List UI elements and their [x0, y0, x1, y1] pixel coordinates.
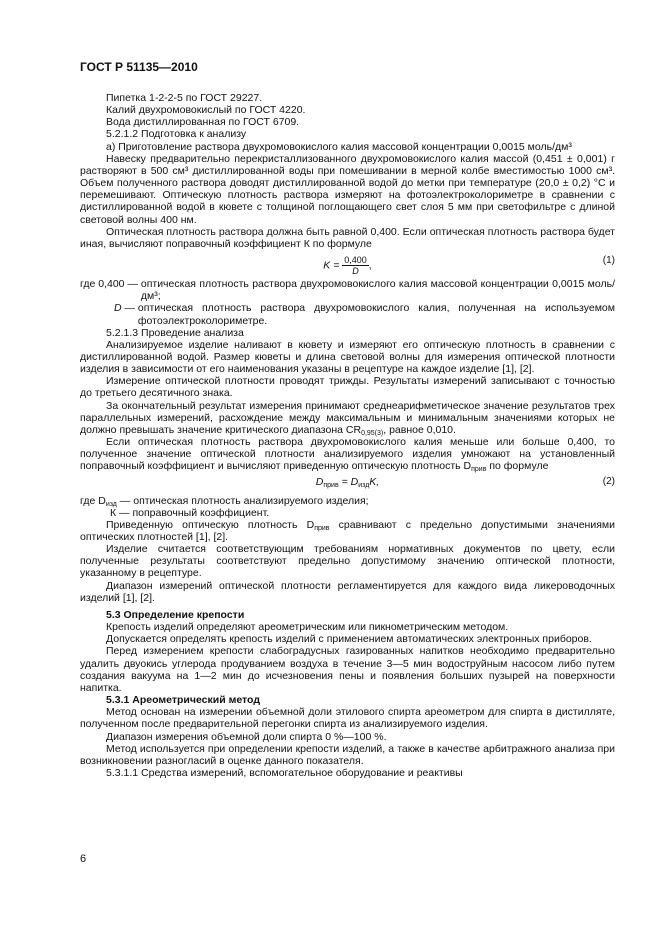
text-run: по формуле: [486, 460, 549, 473]
formula-tail: ,: [368, 259, 372, 272]
document-body: [80, 92, 615, 779]
paragraph: Крепость изделий определяют ареометрическим или пикнометрическим методом.: [106, 621, 509, 634]
subscript: изд: [105, 500, 117, 508]
section-heading: 5.3 Определение крепости: [106, 608, 245, 621]
formula-number: (1): [602, 255, 615, 267]
paragraph: Диапазон измерений оптической плотности регламентируется для каждого вида ликероводочных изделий [1], [2].: [80, 579, 615, 604]
fraction-numerator: 0,400: [344, 255, 367, 266]
list-item: Вода дистиллированная по ГОСТ 6709.: [106, 116, 300, 129]
paragraph: Измерение оптической плотности проводят трижды. Результаты измерений записывают с точностью до третьего десятичного знака.: [80, 375, 615, 400]
paragraph: Метод используется при определении крепости изделий, а также в качестве арбитражного анализа при возникновении разногласий в оценке данного показателя.: [80, 742, 615, 767]
subsection-heading: 5.3.1.1 Средства измерений, вспомогательное оборудование и реактивы: [106, 766, 463, 779]
section-heading: 5.3.1 Ареометрический метод: [106, 694, 260, 707]
text-run: сравнивают с предельно допустимыми значениями оптических плотностей [1], [2].: [80, 518, 615, 543]
paragraph: [80, 436, 615, 472]
formula-symbol: K,: [369, 475, 380, 488]
formula-number: (2): [602, 475, 615, 487]
definition-item: [80, 495, 615, 507]
formula-expression: [80, 255, 615, 276]
subscript: прив: [471, 466, 487, 474]
paragraph: Перед измерением крепости слабоградусных газированных напитков необходимо предварительно удалить двуокись углерода продуванием воздуха в течение 3—5 мин водоструйным насосом либо путем создания вакуума на 1—2 мин до исчезновения пены и появления больших пузырей на поверхности напитка.: [80, 645, 615, 694]
fraction-denominator: D: [352, 266, 359, 277]
subscript: изд: [358, 481, 370, 489]
formula-expression: [80, 476, 615, 488]
list-item: Пипетка 1-2-2-5 по ГОСТ 29227.: [106, 92, 263, 104]
subsection-heading: 5.2.1.3 Проведение анализа: [106, 326, 244, 339]
paragraph: [80, 519, 615, 543]
fraction: [342, 255, 369, 276]
text-run: — оптическая плотность анализируемого изделия;: [116, 494, 369, 507]
definition-item: К — поправочный коэффициент.: [110, 506, 270, 519]
formula-lhs: K =: [323, 259, 340, 272]
text-run: , равное 0,010.: [383, 423, 456, 436]
definition-term: [80, 302, 138, 326]
paragraph: Изделие считается соответствующим требованиям нормативных документов по цвету, если полученные результаты соответствуют предельно допустимому значению оптической плотности, указанному в рецептуре.: [80, 543, 615, 580]
standard-header: ГОСТ Р 51135—2010: [80, 60, 198, 74]
text-run: За окончательный результат измерения принимают среднеарифметическое значение результатов трех параллельных измерений, расхождение между максимальным и минимальным значениями которых не должно превышать значение критического диапазона CR: [80, 399, 615, 436]
paragraph: [80, 400, 615, 436]
paragraph: Метод основан на измерении объемной доли этилового спирта ареометром для спирта в дистилляте, полученном после предварительной перегонки спирта из анализируемого изделия.: [80, 706, 615, 731]
subsection-heading: 5.2.1.2 Подготовка к анализу: [106, 128, 247, 141]
formula-2: [80, 474, 615, 494]
text-run: где D: [80, 494, 106, 507]
definition-term: где 0,400 —: [80, 278, 141, 291]
definition-symbol: D —: [114, 302, 138, 315]
formula-symbol: = D: [338, 475, 359, 488]
paragraph: Навеску предварительно перекристаллизованного двухромовокислого калия массой (0,451 ± 0,001) г растворяют в 500 см³ дистиллированной воды при помешивании в мерной колбе вместимостью 1000 см³. Объем полученного раствора доводят дистиллированной водой до метки при температуре (20,0 ± 0,2) °С и перемешивают. Оптическую плотность раствора измеряют на фотоэлектроколориметре в сравнении с дистиллированной водой в кювете с толщиной поглощающего свет слоя 5 мм при светофильтре с длиной световой волны 400 нм.: [80, 152, 615, 226]
formula-1: [80, 251, 615, 277]
subscript: прив: [314, 524, 330, 532]
subscript: прив: [323, 481, 339, 489]
formula-symbol: D: [315, 475, 324, 488]
procedure-step: а) Приготовление раствора двухромовокислого калия массовой концентрации 0,0015 моль/дм³: [106, 140, 572, 153]
definition-text: оптическая плотность раствора двухромовокислого калия массовой концентрации 0,0015 моль/дм³;: [140, 278, 615, 303]
list-item: Калий двухромовокислый по ГОСТ 4220.: [106, 104, 306, 117]
definition-item: [80, 278, 615, 302]
paragraph: Оптическая плотность раствора должна быть равной 0,400. Если оптическая плотность раствора будет иная, вычисляют поправочный коэффициент К по формуле: [80, 225, 615, 250]
subscript: 0,95(3): [361, 429, 384, 437]
paragraph: Диапазон измерения объемной доли спирта 0 %—100 %.: [106, 730, 387, 743]
text-run: Если оптическая плотность раствора двухромовокислого калия меньше или больше 0,400, то полученное значение оптической плотности анализируемого изделия умножают на установленный поправочный коэффициент и вычисляют приведенную оптическую плотность D: [80, 436, 615, 473]
definition-item: [80, 302, 615, 326]
page-number: 6: [80, 853, 87, 865]
paragraph: Анализируемое изделие наливают в кювету и измеряют его оптическую плотность в сравнении с дистиллированной водой. Размер кюветы и длина световой волны для измерения оптической плотности изделия в зависимости от его наименования указаны в рецептуре на каждое изделие [1], [2].: [80, 338, 615, 376]
paragraph: Допускается определять крепость изделий с применением автоматических электронных приборов.: [106, 633, 592, 646]
text-run: Приведенную оптическую плотность D: [106, 518, 315, 531]
definition-text: оптическая плотность раствора двухромовокислого калия, полученная на используемом фотоэлектроколориметре.: [137, 302, 615, 327]
